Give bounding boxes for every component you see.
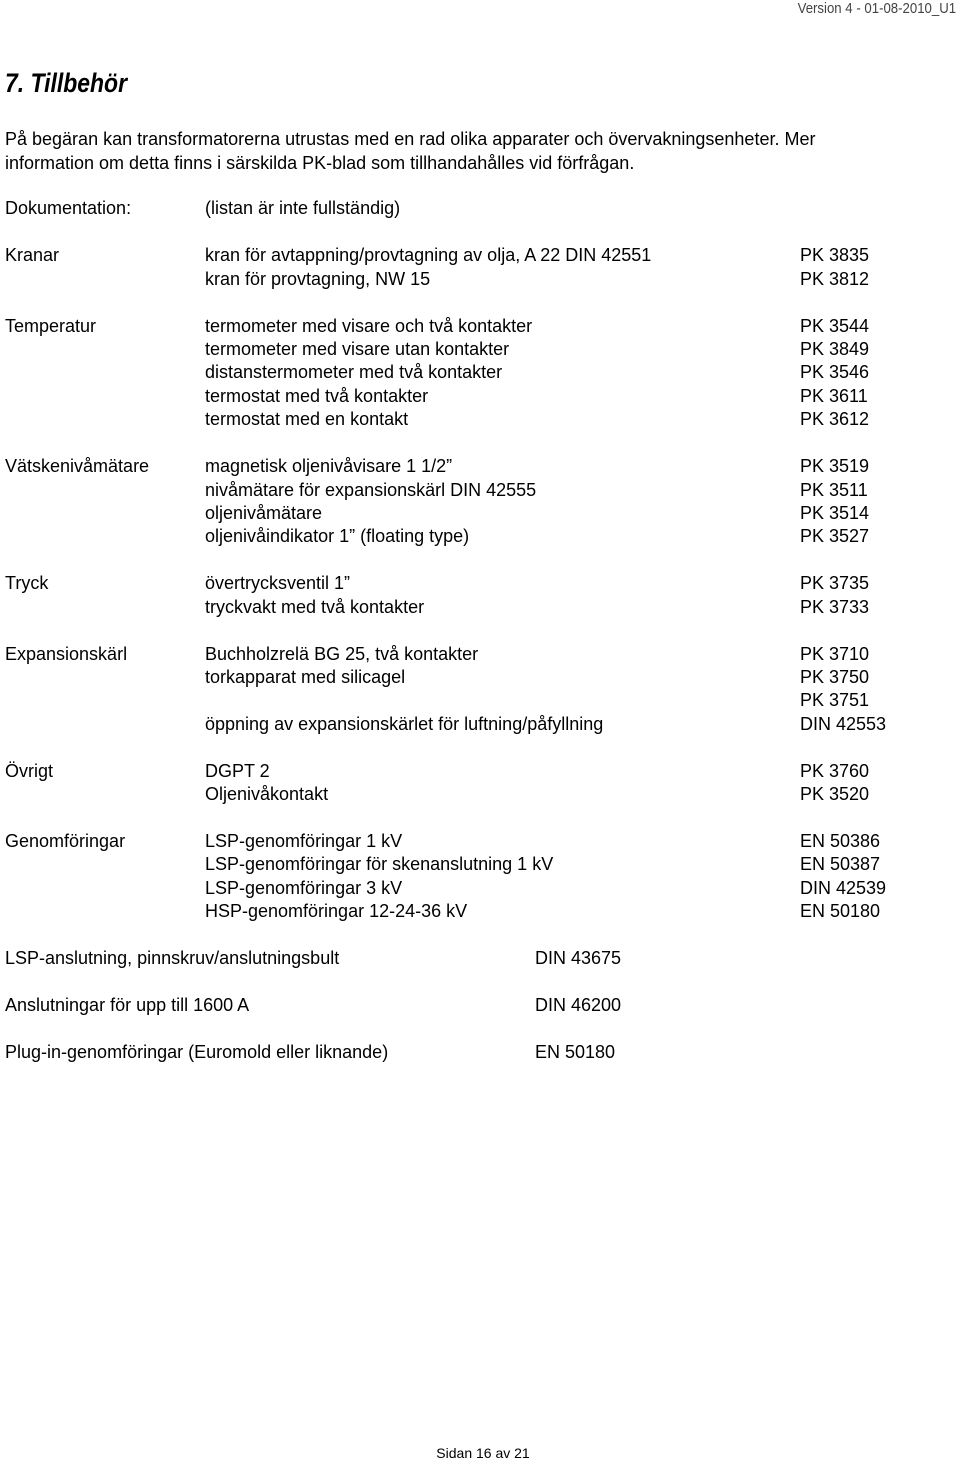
connection-code: DIN 43675 bbox=[535, 948, 622, 968]
item-description: magnetisk oljenivåvisare 1 1/2” bbox=[205, 456, 453, 476]
connection-label: Anslutningar för upp till 1600 A bbox=[5, 995, 250, 1015]
item-description: termometer med visare och två kontakter bbox=[205, 316, 533, 336]
item-description: LSP-genomföringar 3 kV bbox=[205, 878, 403, 898]
connection-code: DIN 46200 bbox=[535, 995, 622, 1015]
item-description: torkapparat med silicagel bbox=[205, 667, 406, 687]
intro-paragraph bbox=[5, 127, 955, 175]
item-description: LSP-genomföringar 1 kV bbox=[205, 831, 403, 851]
category-label: Genomföringar bbox=[5, 831, 126, 851]
item-description: nivåmätare för expansionskärl DIN 42555 bbox=[205, 480, 537, 500]
item-code: DIN 42553 bbox=[800, 714, 887, 734]
documentation-label: Dokumentation: bbox=[5, 198, 132, 218]
item-code: PK 3544 bbox=[800, 316, 870, 336]
item-description: termostat med två kontakter bbox=[205, 386, 429, 406]
category-label: Kranar bbox=[5, 245, 60, 265]
item-description: Buchholzrelä BG 25, två kontakter bbox=[205, 644, 479, 664]
connection-label: Plug-in-genomföringar (Euromold eller liknande) bbox=[5, 1042, 389, 1062]
item-description: termostat med en kontakt bbox=[205, 409, 409, 429]
documentation-note: (listan är inte fullständig) bbox=[205, 198, 401, 218]
item-code: PK 3710 bbox=[800, 644, 870, 664]
section-heading: 7. Tillbehör bbox=[5, 68, 128, 98]
item-code: EN 50387 bbox=[800, 854, 881, 874]
item-description: öppning av expansionskärlet för luftning/påfyllning bbox=[205, 714, 604, 734]
document-version: Version 4 - 01-08-2010_U1 bbox=[797, 0, 956, 17]
item-code: PK 3612 bbox=[800, 409, 870, 429]
item-code: PK 3760 bbox=[800, 761, 870, 781]
item-code: PK 3511 bbox=[800, 480, 868, 500]
page-number: Sidan 16 av 21 bbox=[436, 1445, 530, 1461]
category-label: Expansionskärl bbox=[5, 644, 128, 664]
category-label: Tryck bbox=[5, 573, 49, 593]
item-code: PK 3514 bbox=[800, 503, 870, 523]
category-label: Övrigt bbox=[5, 761, 54, 781]
item-code: PK 3520 bbox=[800, 784, 870, 804]
item-code: PK 3849 bbox=[800, 339, 870, 359]
item-code: PK 3527 bbox=[800, 526, 870, 546]
item-code: PK 3835 bbox=[800, 245, 870, 265]
category-label: Vätskenivåmätare bbox=[5, 456, 150, 476]
category-label: Temperatur bbox=[5, 316, 97, 336]
item-code: PK 3735 bbox=[800, 573, 870, 593]
item-code: EN 50386 bbox=[800, 831, 881, 851]
connection-label: LSP-anslutning, pinnskruv/anslutningsbult bbox=[5, 948, 340, 968]
item-code: EN 50180 bbox=[800, 901, 881, 921]
item-code: PK 3611 bbox=[800, 386, 868, 406]
intro-line: På begäran kan transformatorerna utrustas med en rad olika apparater och övervakningsenheter. Mer bbox=[5, 129, 816, 149]
item-description: Oljenivåkontakt bbox=[205, 784, 329, 804]
item-description: tryckvakt med två kontakter bbox=[205, 597, 425, 617]
connection-code: EN 50180 bbox=[535, 1042, 616, 1062]
item-code: PK 3750 bbox=[800, 667, 870, 687]
item-description: HSP-genomföringar 12-24-36 kV bbox=[205, 901, 468, 921]
intro-line: information om detta finns i särskilda PK-blad som tillhandahålles vid förfrågan. bbox=[5, 153, 635, 173]
item-code: DIN 42539 bbox=[800, 878, 887, 898]
item-description: DGPT 2 bbox=[205, 761, 270, 781]
item-code: PK 3812 bbox=[800, 269, 870, 289]
item-description: kran för avtappning/provtagning av olja, A 22 DIN 42551 bbox=[205, 245, 652, 265]
item-description: oljenivåmätare bbox=[205, 503, 323, 523]
item-code: PK 3733 bbox=[800, 597, 870, 617]
item-description: kran för provtagning, NW 15 bbox=[205, 269, 431, 289]
item-code: PK 3751 bbox=[800, 690, 870, 710]
item-description: termometer med visare utan kontakter bbox=[205, 339, 510, 359]
item-description: distanstermometer med två kontakter bbox=[205, 362, 503, 382]
item-description: LSP-genomföringar för skenanslutning 1 kV bbox=[205, 854, 554, 874]
item-code: PK 3546 bbox=[800, 362, 870, 382]
item-description: övertrycksventil 1” bbox=[205, 573, 351, 593]
item-description: oljenivåindikator 1” (floating type) bbox=[205, 526, 470, 546]
item-code: PK 3519 bbox=[800, 456, 870, 476]
